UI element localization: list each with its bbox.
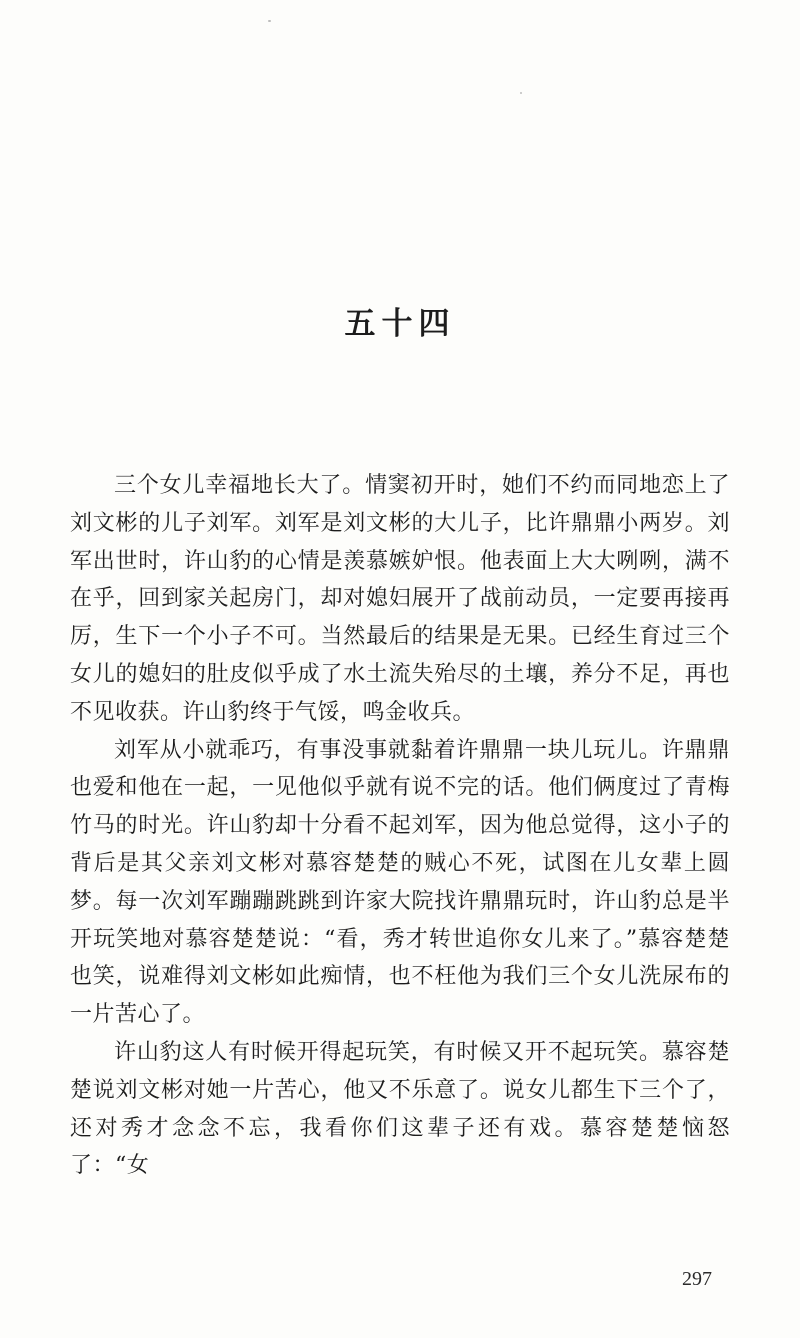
paragraph: 刘军从小就乖巧，有事没事就黏着许鼎鼎一块儿玩儿。许鼎鼎也爱和他在一起，一见他似乎就有说不完的话。他们俩度过了青梅竹马的时光。许山豹却十分看不起刘军，因为他总觉得，这小子的背后是其父亲刘文彬对慕容楚楚的贼心不死，试图在儿女辈上圆梦。每一次刘军蹦蹦跳跳到许家大院找许鼎鼎玩时，许山豹总是半开玩笑地对慕容楚楚说：“看，秀才转世追你女儿来了。”慕容楚楚也笑，说难得刘文彬如此痴情，也不枉他为我们三个女儿洗尿布的一片苦心了。: [70, 737, 730, 1028]
paragraph: 三个女儿幸福地长大了。情窦初开时，她们不约而同地恋上了刘文彬的儿子刘军。刘军是刘文彬的大儿子，比许鼎鼎小两岁。刘军出世时，许山豹的心情是羡慕嫉妒恨。他表面上大大咧咧，满不在乎，回到家关起房门，却对媳妇展开了战前动员，一定要再接再厉，生下一个小子不可。当然最后的结果是无果。已经生育过三个女儿的媳妇的肚皮似乎成了水土流失殆尽的土壤，养分不足，再也不见收获。许山豹终于气馁，鸣金收兵。: [70, 473, 730, 725]
page-number: 297: [682, 1268, 712, 1290]
paragraph: 许山豹这人有时候开得起玩笑，有时候又开不起玩笑。慕容楚楚说刘文彬对她一片苦心，他又不乐意了。说女儿都生下三个了，还对秀才念念不忘，我看你们这辈子还有戏。慕容楚楚恼怒了：“女: [70, 1039, 730, 1179]
chapter-title: 五十四: [344, 306, 456, 342]
scan-speck: [268, 20, 271, 22]
scan-speck: [520, 92, 522, 94]
chapter-body: [70, 467, 730, 1185]
